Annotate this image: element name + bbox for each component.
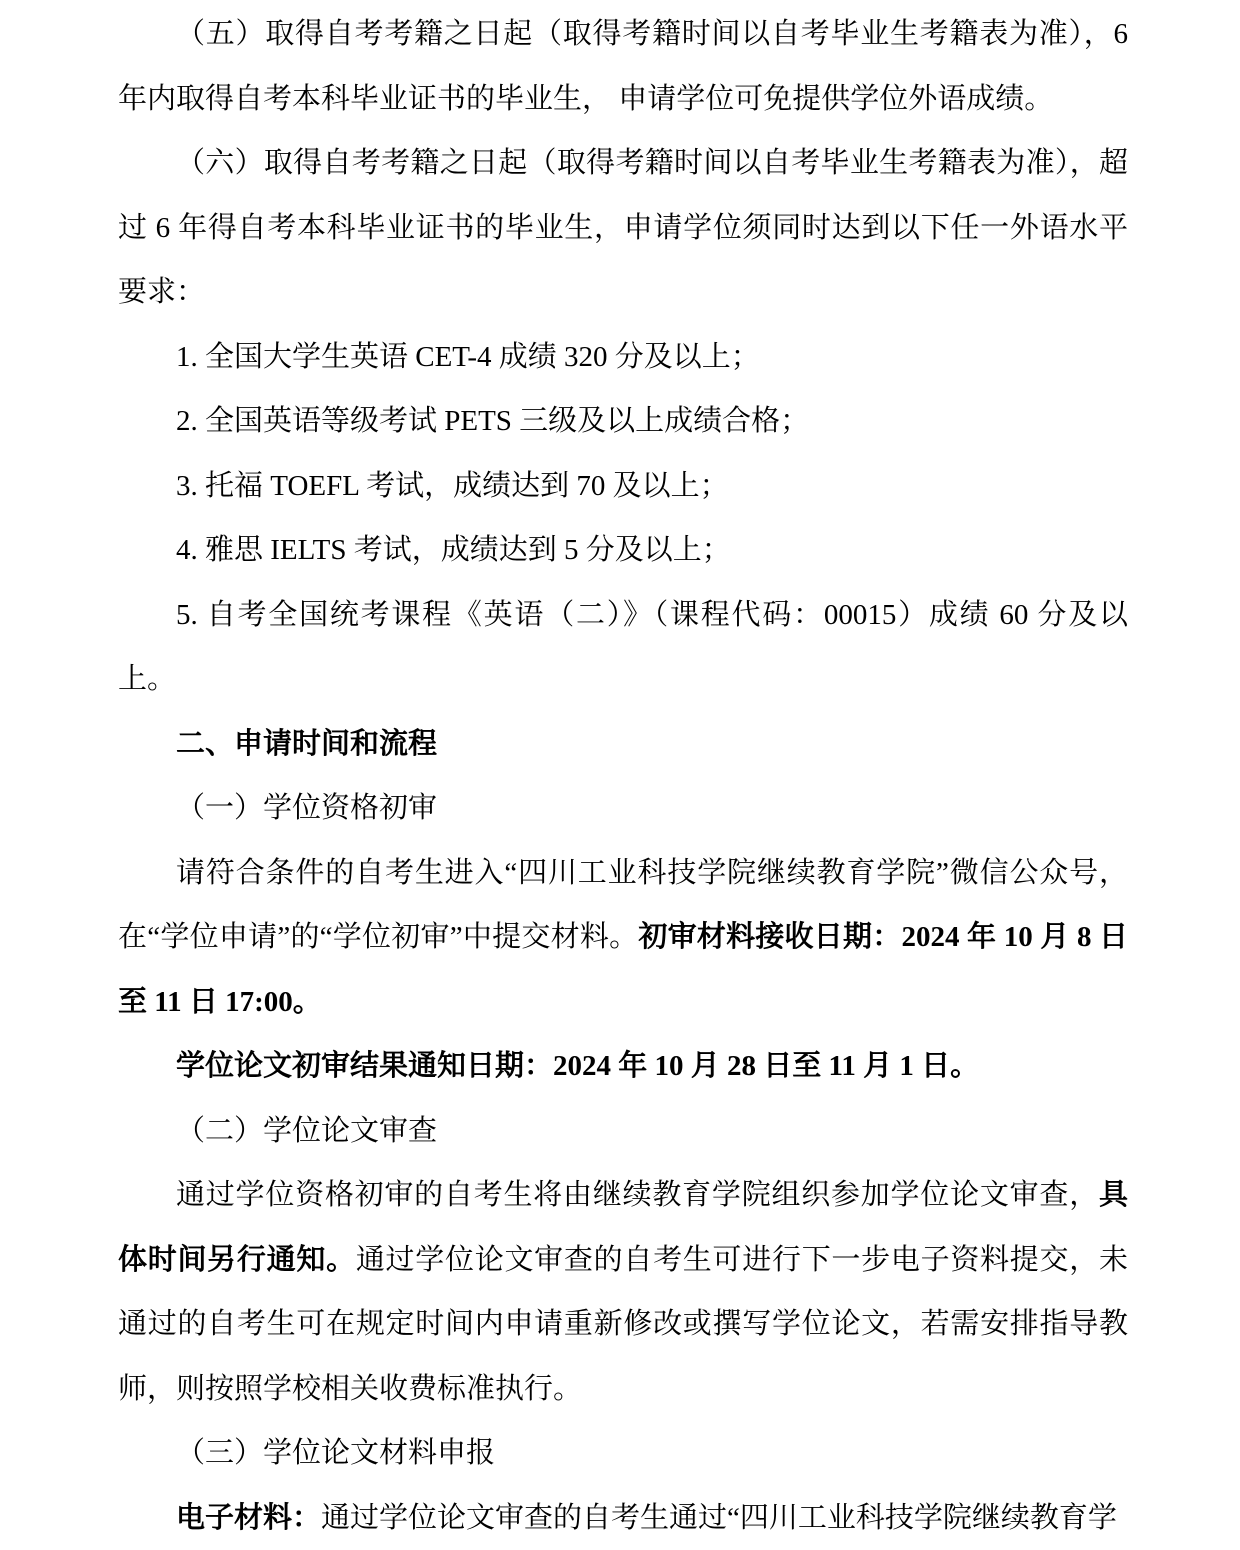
- text-run: （五）取得自考考籍之日起（取得考籍时间以自考毕业生考籍表为准），6 年内取得自考本科毕业证书的毕业生， 申请学位可免提供学位外语成绩。: [118, 18, 1128, 115]
- paragraph: [118, 841, 1128, 1035]
- text-run: 通过学位论文审查的自考生可进行下一步电子资料提交，未通过的自考生可在规定时间内申请重新修改或撰写学位论文，若需安排指导教师，则按照学校相关收费标准执行。: [118, 1244, 1128, 1405]
- paragraph: [118, 518, 1128, 583]
- text-run: 2. 全国英语等级考试 PETS 三级及以上成绩合格；: [176, 405, 809, 437]
- text-run: 4. 雅思 IELTS 考试，成绩达到 5 分及以上；: [176, 534, 731, 566]
- paragraph: [118, 712, 1128, 777]
- paragraph: [118, 776, 1128, 841]
- text-run: 电子材料：: [176, 1502, 321, 1534]
- text-run: （六）取得自考考籍之日起（取得考籍时间以自考毕业生考籍表为准），超过 6 年得自考本科毕业证书的毕业生，申请学位须同时达到以下任一外语水平要求：: [118, 147, 1128, 308]
- paragraph: [118, 1034, 1128, 1099]
- text-run: 初审材料接收日期：2024 年 10 月 8 日至 11 日 17:00。: [118, 921, 1128, 1018]
- paragraph: [118, 2, 1128, 131]
- paragraph: [118, 1163, 1128, 1421]
- text-run: 具体时间另行通知。: [118, 1179, 1128, 1276]
- text-run: 3. 托福 TOEFL 考试，成绩达到 70 及以上；: [176, 470, 729, 502]
- paragraph: [118, 583, 1128, 712]
- text-run: （一）学位资格初审: [176, 792, 437, 824]
- text-run: 二、申请时间和流程: [176, 728, 437, 760]
- text-run: 5. 自考全国统考课程《英语（二）》（课程代码：00015）成绩 60 分及以上。: [118, 599, 1128, 696]
- text-run: 学位论文初审结果通知日期：2024 年 10 月 28 日至 11 月 1 日。: [176, 1050, 979, 1082]
- paragraph: [118, 389, 1128, 454]
- text-run: 通过学位论文审查的自考生通过“四川工业科技学院继续教育学: [321, 1502, 1117, 1534]
- paragraph: [118, 1421, 1128, 1486]
- document-body: [118, 2, 1128, 1550]
- text-run: 通过学位资格初审的自考生将由继续教育学院组织参加学位论文审查，: [176, 1179, 1099, 1211]
- text-run: 1. 全国大学生英语 CET-4 成绩 320 分及以上；: [176, 341, 760, 373]
- text-run: （三）学位论文材料申报: [176, 1437, 495, 1469]
- paragraph: [118, 1099, 1128, 1164]
- paragraph: [118, 454, 1128, 519]
- paragraph: [118, 325, 1128, 390]
- paragraph: [118, 131, 1128, 325]
- paragraph: [118, 1486, 1128, 1550]
- text-run: （二）学位论文审查: [176, 1115, 437, 1147]
- text-run: 请符合条件的自考生进入“四川工业科技学院继续教育学院”微信公众号，在“学位申请”的“学位初审”中提交材料。: [118, 857, 1128, 954]
